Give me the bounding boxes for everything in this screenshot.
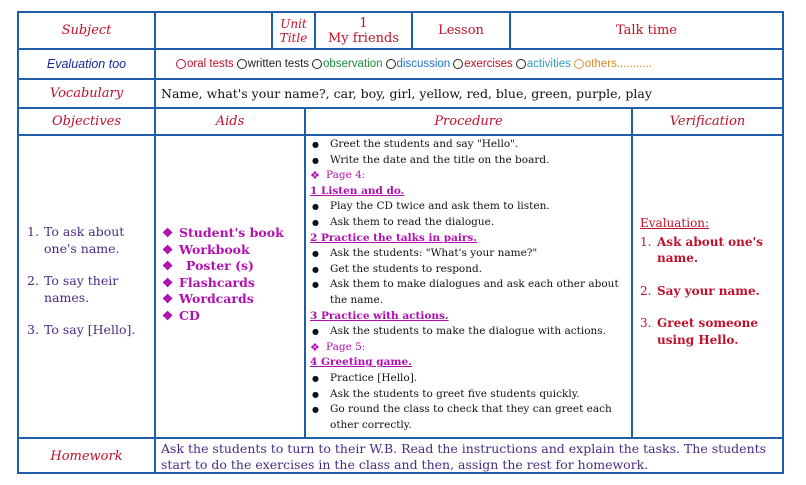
vocabulary-row bbox=[19, 80, 782, 109]
list-item: ● Ask the students to greet five students quickly. bbox=[308, 387, 633, 403]
aid-text: Poster (s) bbox=[186, 258, 254, 273]
objective-text: To say [Hello]. bbox=[44, 322, 136, 337]
unit-number: 1 bbox=[359, 15, 368, 31]
list-item bbox=[640, 234, 777, 267]
list-item: ❖ CD bbox=[162, 308, 284, 325]
eval-option-label: activities bbox=[526, 58, 571, 70]
verification-text: Ask about one's name. bbox=[657, 234, 763, 265]
list-number: 3. bbox=[27, 322, 39, 337]
vocabulary-label: Vocabulary bbox=[19, 80, 156, 107]
list-item: ● Get the students to respond. bbox=[308, 262, 633, 278]
list-item: ● Ask the students: "What's your name?" bbox=[308, 246, 633, 262]
eval-option-discussion[interactable] bbox=[385, 58, 451, 70]
section-heading: 4 Greeting game. bbox=[310, 356, 412, 369]
section-heading: 1 Listen and do. bbox=[310, 184, 405, 197]
list-item: ❖ Flashcards bbox=[162, 275, 284, 292]
evaluation-label: Evaluation too bbox=[19, 50, 156, 78]
unit-name: My friends bbox=[327, 30, 400, 46]
unit-value bbox=[316, 13, 413, 48]
list-item: ● Greet the students and say "Hello". bbox=[308, 137, 633, 153]
objectives-list bbox=[27, 223, 159, 353]
aids-list bbox=[162, 225, 284, 324]
list-item bbox=[27, 321, 159, 338]
objective-text: To say their names. bbox=[44, 273, 119, 305]
radio-circle-icon bbox=[386, 59, 396, 69]
eval-option-written-tests[interactable] bbox=[236, 58, 309, 70]
unit-title-label-line2: Title bbox=[279, 30, 308, 45]
subject-label: Subject bbox=[19, 13, 156, 48]
list-item: ❖ Wordcards bbox=[162, 291, 284, 308]
list-number: 2. bbox=[27, 273, 39, 288]
lesson-plan-table bbox=[17, 11, 784, 474]
verification-header: Verification bbox=[669, 114, 746, 129]
list-item: ● Practice [Hello]. bbox=[308, 371, 633, 387]
list-item: ❖ Workbook bbox=[162, 242, 284, 259]
procedure-header: Procedure bbox=[306, 109, 633, 134]
radio-circle-icon bbox=[176, 59, 186, 69]
homework-row bbox=[19, 439, 782, 474]
verification-title: Evaluation: bbox=[640, 216, 710, 230]
radio-circle-icon bbox=[516, 59, 526, 69]
header-row bbox=[19, 13, 782, 50]
verification-list bbox=[640, 215, 782, 364]
list-item bbox=[640, 283, 782, 300]
list-item bbox=[162, 258, 284, 275]
eval-option-label: written tests bbox=[247, 58, 310, 70]
list-item: ● Ask the students to make the dialogue with actions. bbox=[308, 324, 633, 340]
page-heading: ❖ Page 4: bbox=[308, 168, 633, 184]
section-heading: 3 Practice with actions. bbox=[310, 309, 449, 322]
section-heading: 2 Practice the talks in pairs. bbox=[310, 231, 477, 244]
list-item-continuation: other correctly. bbox=[330, 418, 412, 431]
list-number: 1. bbox=[27, 224, 39, 239]
list-item: ❖ Student's book bbox=[162, 225, 284, 242]
eval-option-observation[interactable] bbox=[311, 58, 382, 70]
verification-text: Greet someone using Hello. bbox=[657, 316, 759, 347]
radio-circle-icon bbox=[237, 59, 247, 69]
list-item bbox=[27, 272, 134, 306]
unit-title-label bbox=[273, 13, 316, 48]
lesson-label: Lesson bbox=[413, 13, 511, 48]
list-item: ● Ask them to make dialogues and ask each other about bbox=[308, 277, 633, 293]
list-item: ● Play the CD twice and ask them to listen. bbox=[308, 199, 633, 215]
column-header-row bbox=[19, 109, 782, 136]
radio-circle-icon bbox=[312, 59, 322, 69]
verification-text: Say your name. bbox=[657, 283, 760, 298]
page-heading: ❖ Page 5: bbox=[308, 340, 633, 356]
lesson-value: Talk time bbox=[616, 23, 677, 38]
unit-title-label-line1: Unit bbox=[280, 16, 307, 31]
homework-label: Homework bbox=[19, 439, 156, 474]
list-item: ● Go round the class to check that they can greet each bbox=[308, 402, 633, 418]
eval-option-activities[interactable] bbox=[515, 58, 571, 70]
eval-option-label: exercises bbox=[464, 58, 513, 70]
procedure-list bbox=[308, 137, 633, 433]
eval-option-others[interactable] bbox=[573, 58, 652, 70]
radio-circle-icon bbox=[574, 59, 584, 69]
list-item: ● Ask them to read the dialogue. bbox=[308, 215, 633, 231]
aids-header: Aids bbox=[156, 109, 306, 134]
eval-option-exercises[interactable] bbox=[452, 58, 513, 70]
evaluation-row bbox=[19, 50, 782, 80]
list-item-continuation: the name. bbox=[330, 293, 384, 306]
list-item bbox=[640, 315, 777, 348]
homework-value: Ask the students to turn to their W.B. Read the instructions and explain the tasks. The students start to do the exercises in the class and then, assign the rest for homework. bbox=[161, 441, 767, 472]
eval-option-label: others........... bbox=[584, 58, 652, 70]
subject-value bbox=[156, 13, 273, 48]
list-item bbox=[27, 223, 154, 257]
objective-text: To ask about one's name. bbox=[44, 224, 125, 256]
list-number: 1. bbox=[640, 234, 652, 249]
objectives-header: Objectives bbox=[19, 109, 156, 134]
eval-option-label: oral tests bbox=[187, 58, 234, 70]
eval-option-oral-tests[interactable] bbox=[175, 58, 234, 70]
evaluation-options bbox=[175, 50, 654, 78]
eval-option-label: discussion bbox=[396, 58, 451, 70]
radio-circle-icon bbox=[453, 59, 463, 69]
list-item: ● Write the date and the title on the board. bbox=[308, 153, 633, 169]
vocabulary-value: Name, what's your name?, car, boy, girl, yellow, red, blue, green, purple, play bbox=[161, 86, 652, 101]
eval-option-label: observation bbox=[323, 58, 383, 70]
list-number: 2. bbox=[640, 283, 652, 298]
list-number: 3. bbox=[640, 316, 652, 330]
